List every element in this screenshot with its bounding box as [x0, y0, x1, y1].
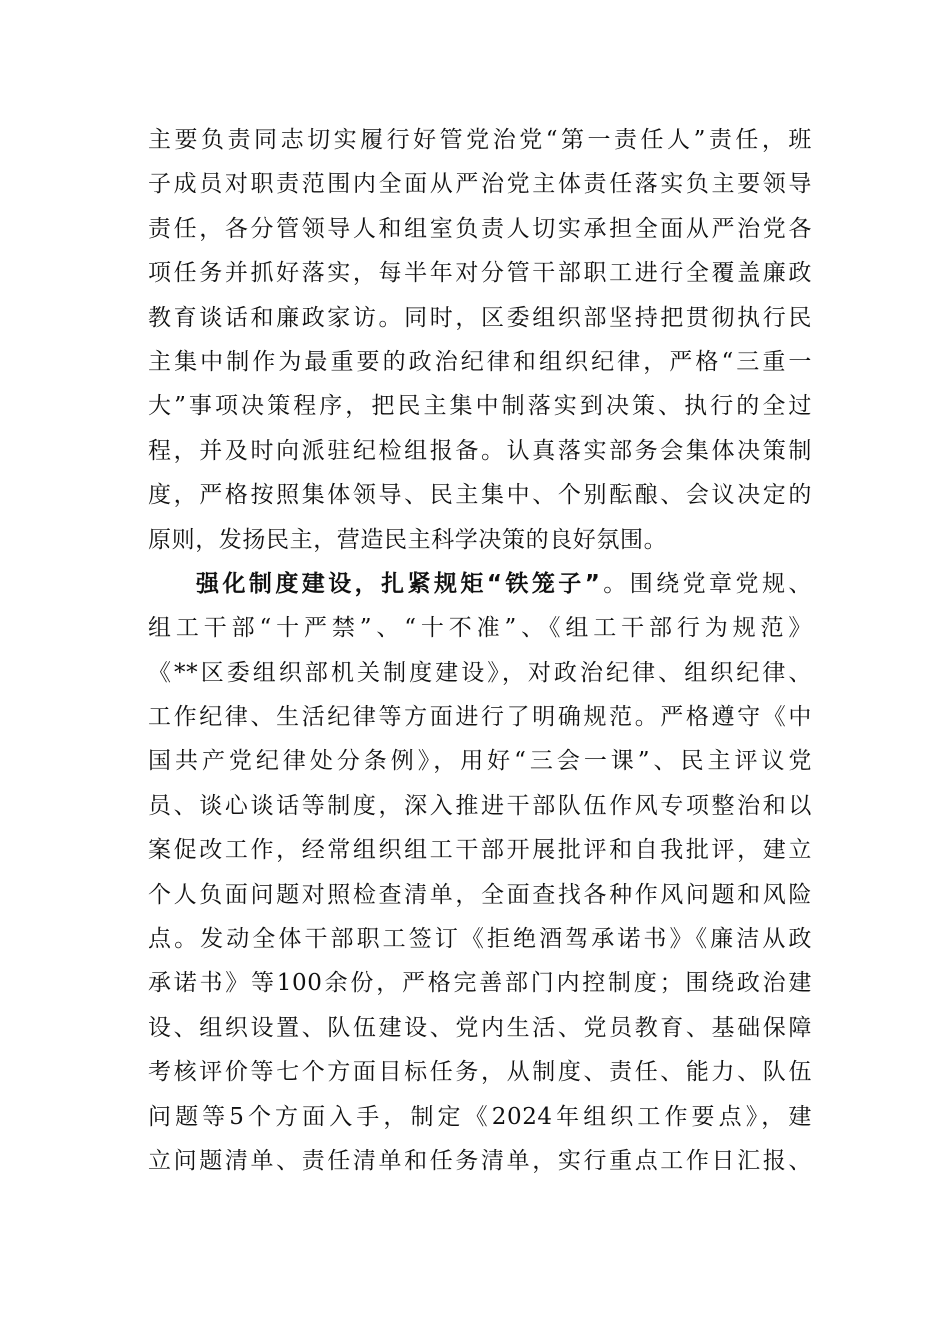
- text-line: 工作纪律、生活纪律等方面进行了明确规范。严格遵守《中: [148, 704, 812, 731]
- text-line: 主要负责同志切实履行好管党治党“第一责任人”责任，班: [148, 127, 812, 153]
- text-run: 。围绕党章党规、: [600, 570, 812, 597]
- document-body: [148, 118, 812, 1183]
- text-line: 《**区委组织部机关制度建设》，对政治纪律、组织纪律、: [148, 659, 812, 686]
- text-line: 教育谈话和廉政家访。同时，区委组织部坚持把贯彻执行民: [148, 304, 812, 331]
- text-line: 项任务并抓好落实，每半年对分管干部职工进行全覆盖廉政: [148, 260, 812, 287]
- text-line: 度，严格按照集体领导、民主集中、个别酝酿、会议决定的: [148, 482, 812, 509]
- paragraph-responsibility: [148, 118, 812, 562]
- paragraph-heading: 强化制度建设，扎紧规矩“铁笼子”: [196, 570, 601, 597]
- text-line: 设、组织设置、队伍建设、党内生活、党员教育、基础保障: [148, 1014, 812, 1041]
- text-line: 国共产党纪律处分条例》，用好“三会一课”、民主评议党: [148, 748, 812, 775]
- text-line: 大”事项决策程序，把民主集中制落实到决策、执行的全过: [148, 393, 812, 420]
- text-line: 员、谈心谈话等制度，深入推进干部队伍作风专项整治和以: [148, 792, 812, 819]
- text-line: 程，并及时向派驻纪检组报备。认真落实部务会集体决策制: [148, 437, 812, 464]
- text-line: 主集中制作为最重要的政治纪律和组织纪律，严格“三重一: [148, 348, 812, 375]
- text-line: 责任，各分管领导人和组室负责人切实承担全面从严治党各: [148, 215, 812, 242]
- text-line: 点。发动全体干部职工签订《拒绝酒驾承诺书》《廉洁从政: [148, 926, 812, 953]
- text-line: 子成员对职责范围内全面从严治党主体责任落实负主要领导: [148, 171, 812, 198]
- text-line: 问题等5个方面入手，制定《2024年组织工作要点》，建: [148, 1103, 812, 1130]
- text-line: 立问题清单、责任清单和任务清单，实行重点工作日汇报、: [148, 1147, 812, 1174]
- text-line: 案促改工作，经常组织组工干部开展批评和自我批评，建立: [148, 837, 812, 864]
- text-line: 考核评价等七个方面目标任务，从制度、责任、能力、队伍: [148, 1059, 812, 1086]
- text-line: 个人负面问题对照检查清单，全面查找各种作风问题和风险: [148, 881, 812, 908]
- text-line: 承诺书》等100余份，严格完善部门内控制度；围绕政治建: [148, 970, 812, 997]
- text-line: 组工干部“十严禁”、“十不准”、《组工干部行为规范》: [148, 615, 812, 642]
- text-line: 原则，发扬民主，营造民主科学决策的良好氛围。: [148, 526, 668, 553]
- paragraph-system-building: [148, 562, 812, 1183]
- paragraph-first-line: [148, 562, 812, 606]
